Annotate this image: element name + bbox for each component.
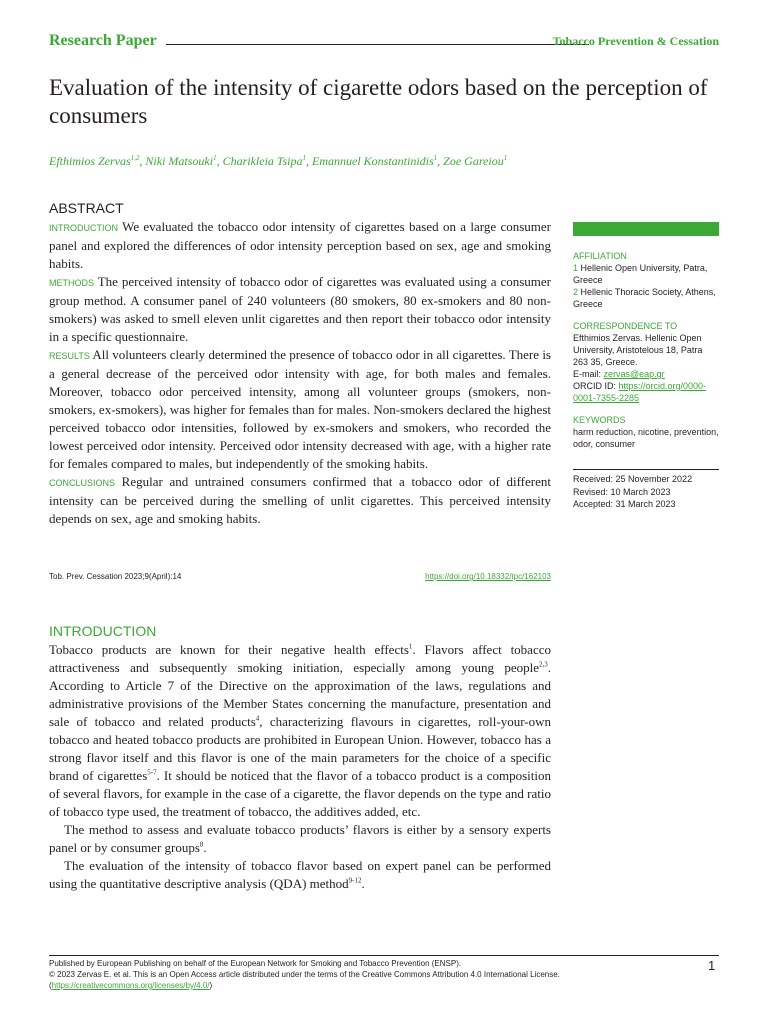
citation-ref: 8 xyxy=(199,840,204,849)
abstract-section xyxy=(49,273,551,346)
sidebar-info xyxy=(573,250,719,450)
paragraph xyxy=(49,821,551,857)
journal-citation: Tob. Prev. Cessation 2023;9(April):14 xyxy=(49,572,182,581)
sidebar-divider xyxy=(573,469,719,470)
abstract-section xyxy=(49,346,551,473)
paragraph-text: . xyxy=(361,876,365,891)
author-name: Charikleia Tsipa xyxy=(222,154,303,168)
introduction-body xyxy=(49,641,551,893)
received-date: Received: 25 November 2022 xyxy=(573,474,693,484)
author-affiliation-mark: 1 xyxy=(213,154,217,162)
article-dates xyxy=(573,473,719,511)
abstract-heading: ABSTRACT xyxy=(49,200,124,216)
revised-date: Revised: 10 March 2023 xyxy=(573,486,671,497)
introduction-heading: INTRODUCTION xyxy=(49,623,157,639)
footer-rule xyxy=(49,955,719,956)
keywords-list: harm reduction, nicotine, prevention, odor, consumer xyxy=(573,427,719,449)
keywords-heading: KEYWORDS xyxy=(573,415,626,425)
abstract-section-label: CONCLUSIONS xyxy=(49,478,116,488)
citation-line xyxy=(49,572,551,581)
paragraph xyxy=(49,857,551,893)
copyright-line: © 2023 Zervas E. et al. This is an Open Access article distributed under the terms of the Creative Commons Attribution 4.0 International License. xyxy=(49,970,560,979)
affiliation-heading: AFFILIATION xyxy=(573,251,627,261)
author-name: Efthimios Zervas xyxy=(49,154,131,168)
orcid-link[interactable]: https://orcid.org/0000-0001-7355-2285 xyxy=(573,381,707,403)
abstract-body xyxy=(49,218,551,528)
paragraph-text: . It should be noticed that the flavor of a tobacco product is a composition of several flavors, for example in the case of a cigarette, the flavor depends on the type and ratio of tobacco type used, the treatment of tobacco, the additives added, etc. xyxy=(49,768,552,819)
abstract-section-label: METHODS xyxy=(49,278,94,288)
abstract-section-text: The perceived intensity of tobacco odor of cigarettes was evaluated using a consumer group method. A consumer panel of 240 volunteers (80 smokers, 80 ex-smokers and 80 non-smokers) was asked to smell eleven unlit cigarettes and then report their tobacco odor intensity in a specific questionnaire. xyxy=(49,274,551,344)
author-name: Emannuel Konstantinidis xyxy=(312,154,434,168)
publisher-line: Published by European Publishing on behalf of the European Network for Smoking and Tobacco Prevention (ENSP). xyxy=(49,959,462,968)
author-name: Zoe Gareiou xyxy=(443,154,504,168)
author-affiliation-mark: 1 xyxy=(302,154,306,162)
author-affiliation-mark: 1 xyxy=(433,154,438,162)
paragraph-text: The evaluation of the intensity of tobacco flavor based on expert panel can be performed using the quantitative descriptive analysis (QDA) method xyxy=(49,858,551,891)
correspondence-address: Efthimios Zervas. Hellenic Open University, Aristotelous 18, Patra 263 35, Greece. xyxy=(573,333,703,367)
paper-title: Evaluation of the intensity of cigarette odors based on the perception of consumers xyxy=(49,75,708,128)
paragraph-text: The method to assess and evaluate tobacco products’ flavors is either by a sensory experts panel or by consumer groups xyxy=(49,822,551,855)
paragraph-text: Tobacco products are known for their negative health effects xyxy=(49,642,409,657)
accepted-date: Accepted: 31 March 2023 xyxy=(573,499,676,509)
correspondence-email: E-mail: zervas@eap.gr xyxy=(573,369,665,379)
author-affiliation-mark: 1 xyxy=(503,154,508,162)
header-rule xyxy=(166,44,589,45)
citation-ref: 2,3 xyxy=(539,660,548,669)
abstract-section-text: All volunteers clearly determined the presence of tobacco odor in all cigarettes. There is a general decrease of the perceived odor intensity with age, for both males and females. Moreover, tobacco odor perceived intensity, among all volunteer groups (smokers, non-smokers, ex-smokers), was higher for females than for males. Non-smokers declared the highest perceived tobacco odor intensities, followed by ex-smokers and smokers, who recorded the lowest perceived odor intensity. Perceived odor intensity decreased with age, with a higher rate for females compared to males, but independently of the smoking habits. xyxy=(49,347,551,471)
abstract-section xyxy=(49,218,551,273)
paragraph-text: . xyxy=(203,840,207,855)
citation-ref: 1 xyxy=(408,642,413,651)
author-list: Efthimios Zervas$^{1,2}$, Niki Matsouki$^1$, Charikleia Tsipa$^1$, Emannuel Konstantinidis$^1$, Zoe Gareiou$^1$ xyxy=(49,154,508,168)
abstract-section-label: RESULTS xyxy=(49,351,90,361)
correspondence-orcid: ORCID ID: https://orcid.org/0000-0001-7355-2285 xyxy=(573,381,707,403)
author-name: Niki Matsouki xyxy=(145,154,214,168)
journal-name: Tobacco Prevention & Cessation xyxy=(552,34,719,48)
article-type: Research Paper xyxy=(49,32,157,49)
paragraph-text: , characterizing flavours in cigarettes, roll-your-own tobacco and heated tobacco products are prohibited in European Union. However, tobacco has a strong flavor itself and this flavor is one of the main parameters for the choice of a specific brand of cigarettes xyxy=(49,714,551,783)
abstract-section xyxy=(49,473,551,528)
citation-ref: 4 xyxy=(255,714,260,723)
email-link[interactable]: zervas@eap.gr xyxy=(603,369,665,379)
citation-ref: 5-7 xyxy=(147,768,157,777)
paragraph xyxy=(49,641,551,821)
citation-ref: 9-12 xyxy=(348,876,362,885)
author-affiliation-mark: 1,2 xyxy=(130,154,140,162)
correspondence-heading: CORRESPONDENCE TO xyxy=(573,321,678,331)
license-footer xyxy=(49,958,689,991)
abstract-section-label: INTRODUCTION xyxy=(49,223,118,233)
paragraph-text: . According to Article 7 of the Directive on the approximation of the laws, regulations and administrative provisions of the Member States concerning the manufacture, presentation and sale of tobacco and related products xyxy=(49,660,551,729)
sidebar-accent-bar xyxy=(573,222,719,236)
paragraph-text: . Flavors affect tobacco attractiveness and subsequently smoking initiation, especially among young people xyxy=(49,642,551,675)
abstract-section-text: Regular and untrained consumers confirmed that a tobacco odor of different intensity can be perceived during the smelling of unlit cigarettes. This perceived intensity depends on sex, age and smoking habits. xyxy=(49,474,551,526)
affiliation-2: 2 Hellenic Thoracic Society, Athens, Greece xyxy=(573,287,716,309)
page-number: 1 xyxy=(708,958,716,973)
license-link[interactable]: https://creativecommons.org/licenses/by/4.0/ xyxy=(51,981,210,990)
doi-link[interactable]: https://doi.org/10.18332/tpc/162103 xyxy=(425,572,551,581)
running-header xyxy=(49,32,719,52)
affiliation-1: 1 Hellenic Open University, Patra, Greece xyxy=(573,263,708,285)
license-link-line: (https://creativecommons.org/licenses/by/4.0/) xyxy=(49,981,213,990)
abstract-section-text: We evaluated the tobacco odor intensity of cigarettes based on a large consumer panel and explored the differences of odor intensity perception based on sex, age and smoking habits. xyxy=(49,219,551,271)
